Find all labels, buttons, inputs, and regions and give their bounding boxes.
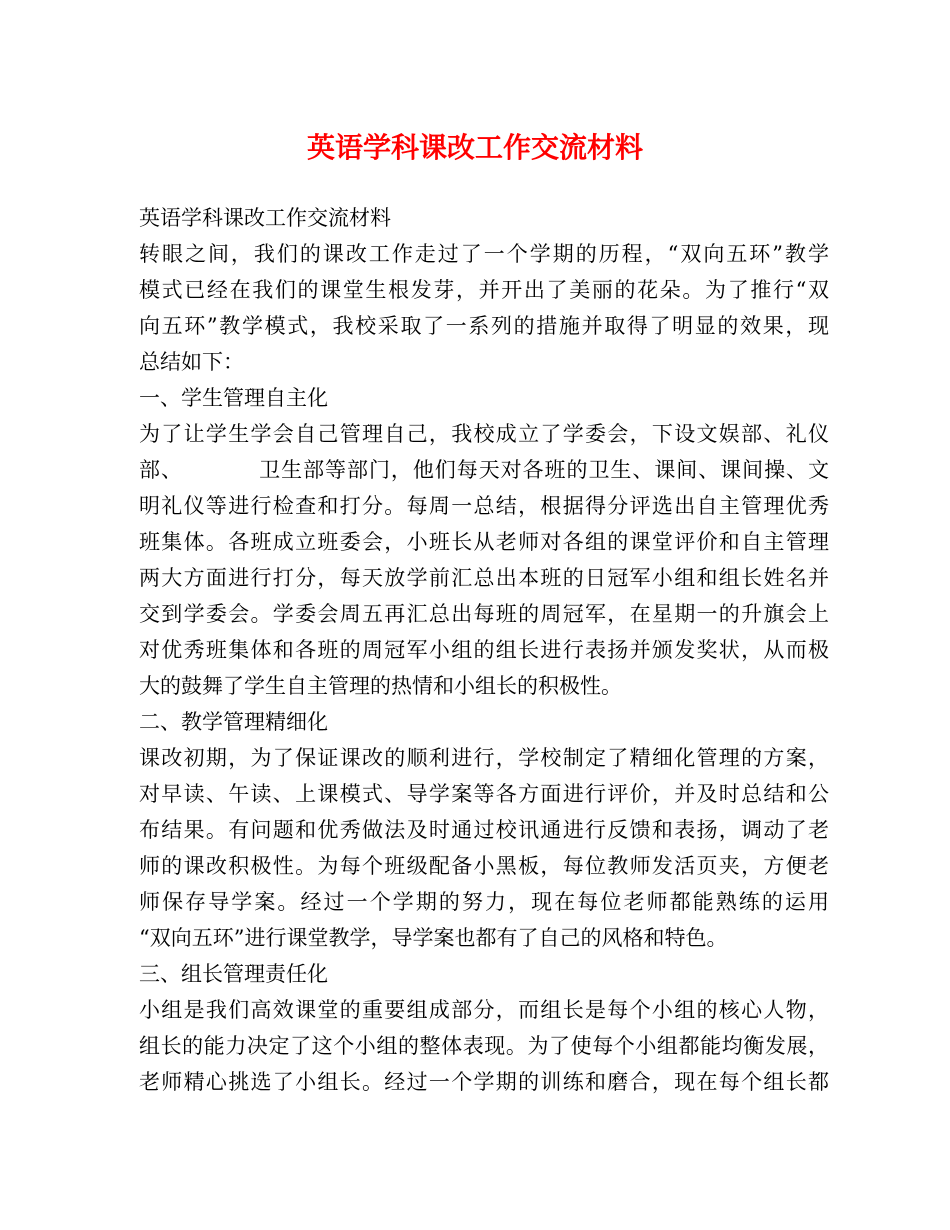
document-body — [139, 200, 829, 1100]
text-line: 交到学委会。学委会周五再汇总出每班的周冠军，在星期一的升旗会上 — [139, 602, 829, 626]
document-title: 英语学科课改工作交流材料 — [306, 131, 643, 164]
text-line: 对早读、午读、上课模式、导学案等各方面进行评价，并及时总结和公 — [139, 782, 829, 806]
text-line: 组长的能力决定了这个小组的整体表现。为了使每个小组都能均衡发展， — [139, 1034, 829, 1058]
text-line: 转眼之间，我们的课改工作走过了一个学期的历程，“双向五环”教学 — [139, 242, 829, 266]
text-line: 对优秀班集体和各班的周冠军小组的组长进行表扬并颁发奖状，从而极 — [139, 638, 829, 662]
text-line: 总结如下： — [139, 350, 244, 374]
text-line: 一、学生管理自主化 — [139, 386, 328, 410]
text-line: “双向五环”进行课堂教学，导学案也都有了自己的风格和特色。 — [139, 926, 728, 950]
text-line: 明礼仪等进行检查和打分。每周一总结，根据得分评选出自主管理优秀 — [139, 494, 829, 518]
text-line: 布结果。有问题和优秀做法及时通过校讯通进行反馈和表扬，调动了老 — [139, 818, 829, 842]
text-line: 老师精心挑选了小组长。经过一个学期的训练和磨合，现在每个组长都 — [139, 1070, 829, 1094]
text-line: 课改初期，为了保证课改的顺利进行，学校制定了精细化管理的方案， — [139, 746, 829, 770]
text-line: 小组是我们高效课堂的重要组成部分，而组长是每个小组的核心人物， — [139, 998, 829, 1022]
text-line: 二、教学管理精细化 — [139, 710, 328, 734]
text-line: 大的鼓舞了学生自主管理的热情和小组长的积极性。 — [139, 674, 622, 698]
text-line: 英语学科课改工作交流材料 — [139, 206, 391, 230]
text-line: 两大方面进行打分，每天放学前汇总出本班的日冠军小组和组长姓名并 — [139, 566, 829, 590]
text-line: 师保存导学案。经过一个学期的努力，现在每位老师都能熟练的运用 — [139, 890, 829, 914]
text-line: 向五环”教学模式，我校采取了一系列的措施并取得了明显的效果，现 — [139, 314, 829, 338]
text-line: 三、组长管理责任化 — [139, 962, 328, 986]
text-line: 模式已经在我们的课堂生根发芽，并开出了美丽的花朵。为了推行“双 — [139, 278, 829, 302]
text-line: 班集体。各班成立班委会，小班长从老师对各组的课堂评价和自主管理 — [139, 530, 829, 554]
text-line: 师的课改积极性。为每个班级配备小黑板，每位教师发活页夹，方便老 — [139, 854, 829, 878]
text-line: 为了让学生学会自己管理自己，我校成立了学委会，下设文娱部、礼仪 — [139, 422, 829, 446]
text-line: 部、 卫生部等部门，他们每天对各班的卫生、课间、课间操、文 — [139, 458, 829, 482]
